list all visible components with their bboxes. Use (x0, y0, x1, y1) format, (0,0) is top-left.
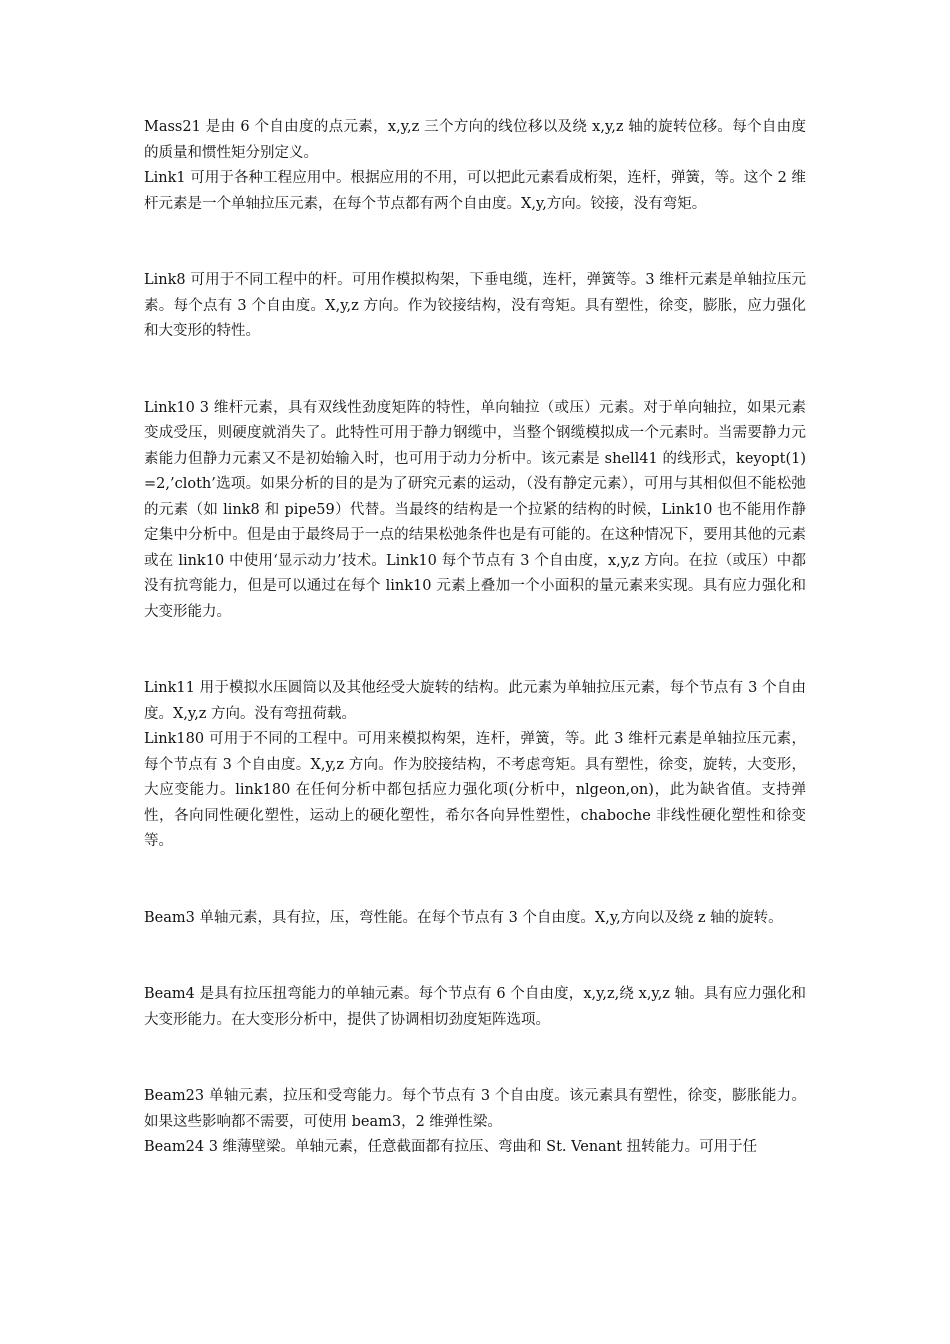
paragraph-link10: Link10 3 维杆元素，具有双线性劲度矩阵的特性，单向轴拉（或压）元素。对于单向轴拉，如果元素变成受压，则硬度就消失了。此特性可用于静力钢缆中，当整个钢缆模拟成一个元素时。当需要静力元素能力但静力元素又不是初始输入时，也可用于动力分析中。该元素是 shell41 的线形式，keyopt(1)=2,’cloth’选项。如果分析的目的是为了研究元素的运动，（没有静定元素），可用与其相似但不能松弛的元素（如 link8 和 pipe59）代替。当最终的结构是一个拉紧的结构的时候，Link10 也不能用作静定集中分析中。但是由于最终局于一点的结果松弛条件也是有可能的。在这种情况下，要用其他的元素或在 link10 中使用‘显示动力’技术。Link10 每个节点有 3 个自由度，x,y,z 方向。在拉（或压）中都没有抗弯能力，但是可以通过在每个 link10 元素上叠加一个小面积的量元素来实现。具有应力强化和大变形能力。 (144, 399, 806, 620)
paragraph-link11: Link11 用于模拟水压圆筒以及其他经受大旋转的结构。此元素为单轴拉压元素，每个节点有 3 个自由度。X,y,z 方向。没有弯扭荷载。 (144, 680, 806, 722)
paragraph-gap (144, 625, 806, 676)
paragraph-beam23: Beam23 单轴元素，拉压和受弯能力。每个节点有 3 个自由度。该元素具有塑性，徐变，膨胀能力。如果这些影响都不需要，可使用 beam3，2 维弹性梁。 (144, 1088, 806, 1130)
paragraph-gap (144, 1033, 806, 1084)
paragraph-mass21: Mass21 是由 6 个自由度的点元素，x,y,z 三个方向的线位移以及绕 x,y,z 轴的旋转位移。每个自由度的质量和惯性矩分别定义。 (144, 119, 806, 161)
paragraph-gap (144, 855, 806, 906)
paragraph-beam4: Beam4 是具有拉压扭弯能力的单轴元素。每个节点有 6 个自由度，x,y,z,绕 x,y,z 轴。具有应力强化和大变形能力。在大变形分析中，提供了协调相切劲度矩阵选项。 (144, 986, 806, 1028)
document-body (144, 115, 806, 1161)
paragraph-link8: Link8 可用于不同工程中的杆。可用作模拟构架，下垂电缆，连杆，弹簧等。3 维杆元素是单轴拉压元素。每个点有 3 个自由度。X,y,z 方向。作为铰接结构，没有弯矩。具有塑性，徐变，膨胀，应力强化和大变形的特性。 (144, 272, 806, 339)
paragraph-beam24: Beam24 3 维薄壁梁。单轴元素，任意截面都有拉压、弯曲和 St. Venant 扭转能力。可用于任 (144, 1139, 758, 1155)
paragraph-link1: Link1 可用于各种工程应用中。根据应用的不用，可以把此元素看成桁架，连杆，弹簧，等。这个 2 维杆元素是一个单轴拉压元素，在每个节点都有两个自由度。X,y,方向。铰接，没有弯矩。 (144, 170, 806, 212)
paragraph-gap (144, 345, 806, 396)
paragraph-beam3: Beam3 单轴元素，具有拉，压，弯性能。在每个节点有 3 个自由度。X,y,方向以及绕 z 轴的旋转。 (144, 909, 783, 926)
paragraph-link180: Link180 可用于不同的工程中。可用来模拟构架，连杆，弹簧，等。此 3 维杆元素是单轴拉压元素，每个节点有 3 个自由度。X,y,z 方向。作为胶接结构，不考虑弯矩。具有塑性，徐变，旋转，大变形，大应变能力。link180 在任何分析中都包括应力强化项(分析中，nlgeon,on)，此为缺省值。支持弹性，各向同性硬化塑性，运动上的硬化塑性，希尔各向异性塑性，chaboche 非线性硬化塑性和徐变等。 (144, 731, 806, 849)
paragraph-gap (144, 931, 806, 982)
paragraph-gap (144, 217, 806, 268)
